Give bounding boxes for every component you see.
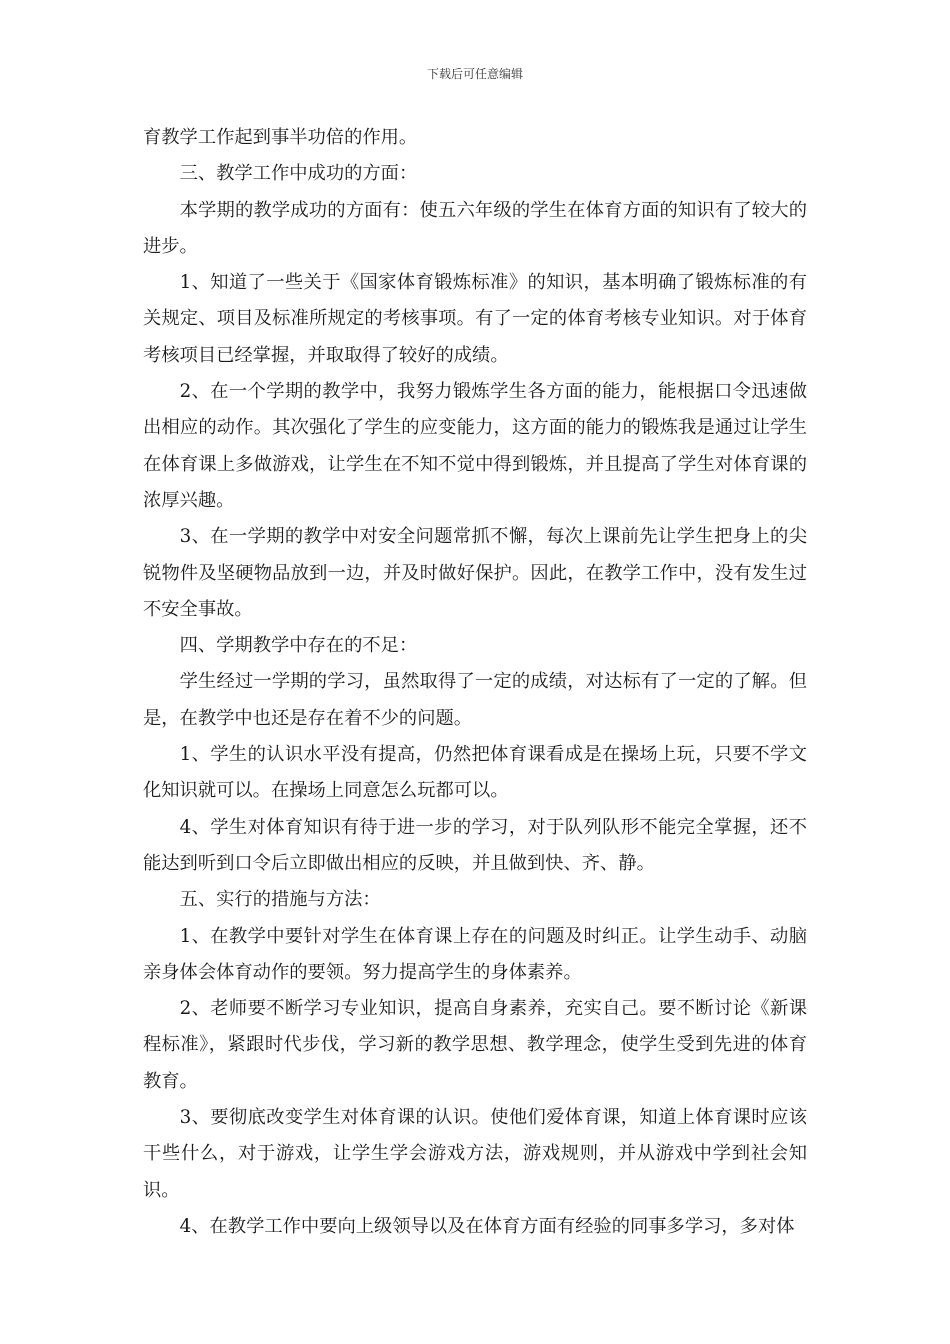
document-body (143, 120, 807, 1245)
paragraph-9: 1、学生的认识水平没有提高，仍然把体育课看成是在操场上玩，只要不学文化知识就可以。在操场上同意怎么玩都可以。 (143, 744, 807, 802)
paragraph-6: 3、在一学期的教学中对安全问题常抓不懈，每次上课前先让学生把身上的尖锐物件及坚硬物品放到一边，并及时做好保护。因此，在教学工作中，没有发生过不安全事故。 (143, 526, 807, 620)
section-heading-3: 三、教学工作中成功的方面： (179, 163, 418, 185)
paragraph-3: 本学期的教学成功的方面有：使五六年级的学生在体育方面的知识有了较大的进步。 (143, 199, 807, 257)
paragraph-13: 2、老师要不断学习专业知识，提高自身素养，充实自己。要不断讨论《新课程标准》，紧跟时代步伐，学习新的教学思想、教学理念，使学生受到先进的体育教育。 (143, 998, 807, 1092)
paragraph-12: 1、在教学中要针对学生在体育课上存在的问题及时纠正。让学生动手、动脑亲身体会体育动作的要领。努力提高学生的身体素养。 (143, 925, 807, 983)
paragraph-8: 学生经过一学期的学习，虽然取得了一定的成绩，对达标有了一定的了解。但是，在教学中也还是存在着不少的问题。 (143, 671, 807, 729)
page-header: 下载后可任意编辑 (426, 67, 523, 81)
section-heading-4: 四、学期教学中存在的不足： (179, 635, 418, 657)
paragraph-14: 3、要彻底改变学生对体育课的认识。使他们爱体育课，知道上体育课时应该干些什么，对于游戏，让学生学会游戏方法，游戏规则，并从游戏中学到社会知识。 (143, 1107, 807, 1201)
paragraph-10: 4、学生对体育知识有待于进一步的学习，对于队列队形不能完全掌握，还不能达到听到口令后立即做出相应的反映，并且做到快、齐、静。 (143, 816, 807, 874)
section-heading-5: 五、实行的措施与方法： (179, 889, 381, 911)
paragraph-1: 育教学工作起到事半功倍的作用。 (143, 127, 418, 148)
paragraph-5: 2、在一个学期的教学中，我努力锻炼学生各方面的能力，能根据口令迅速做出相应的动作。其次强化了学生的应变能力，这方面的能力的锻炼我是通过让学生在体育课上多做游戏，让学生在不知不觉中得到锻炼，并且提高了学生对体育课的浓厚兴趣。 (143, 381, 807, 511)
paragraph-15: 4、在教学工作中要向上级领导以及在体育方面有经验的同事多学习，多对体 (179, 1215, 795, 1237)
paragraph-4: 1、知道了一些关于《国家体育锻炼标准》的知识，基本明确了锻炼标准的有关规定、项目及标准所规定的考核事项。有了一定的体育考核专业知识。对于体育考核项目已经掌握，并取取得了较好的成绩。 (143, 272, 807, 366)
